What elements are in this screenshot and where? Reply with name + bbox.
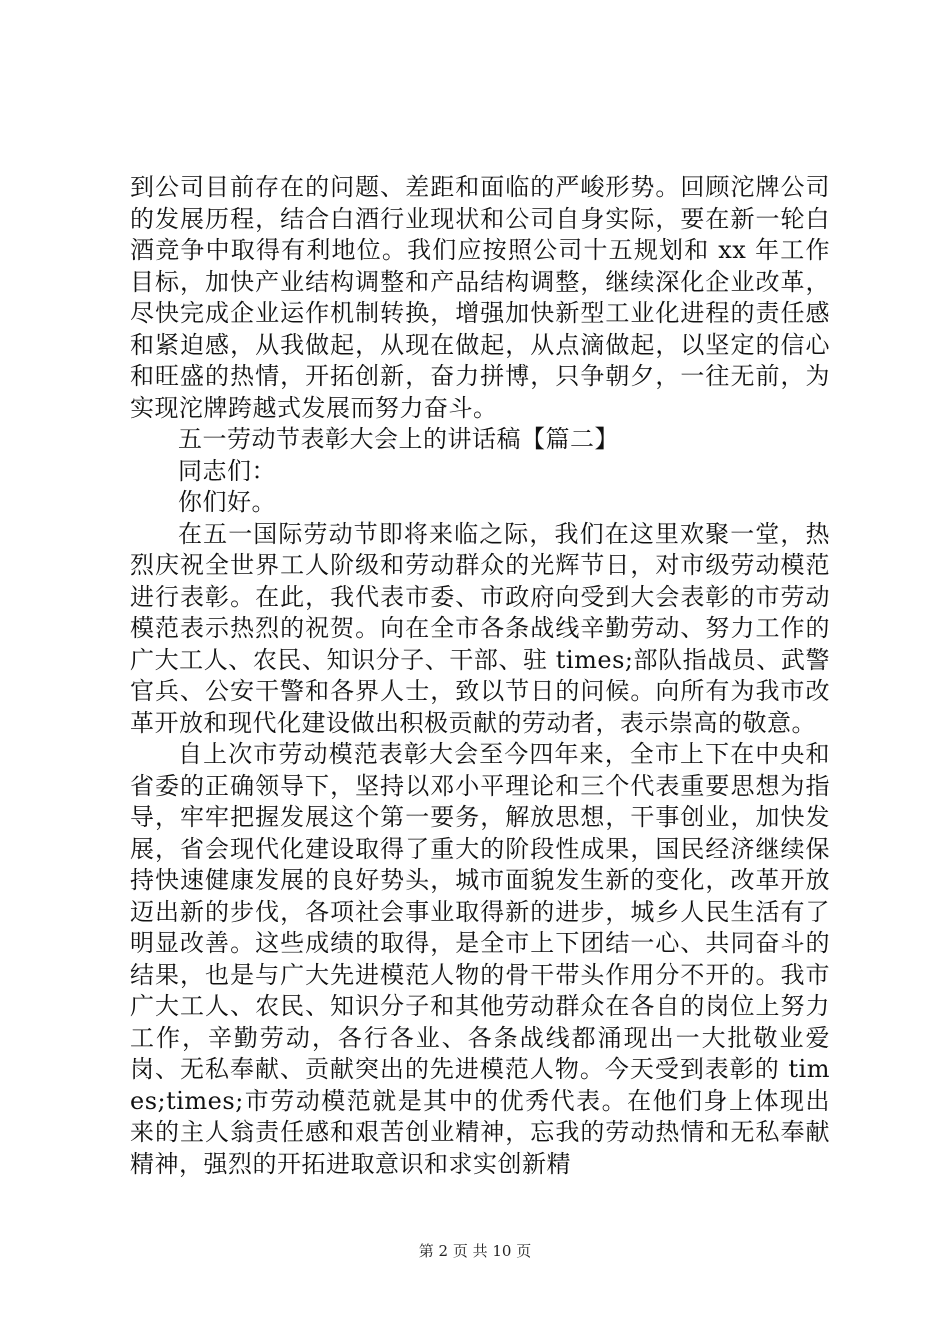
salutation: 同志们： — [178, 456, 276, 485]
page-number-footer: 第 2 页 共 10 页 — [418, 1242, 532, 1260]
greeting: 你们好。 — [178, 488, 276, 516]
paragraph-opening: 在五一国际劳动节即将来临之际，我们在这里欢聚一堂，热烈庆祝全世界工人阶级和劳动群众的光辉节日，对市级劳动模范进行表彰。在此，我代表市委、市政府向受到大会表彰的市劳动模范表示热烈的祝贺。向在全市各条战线辛勤劳动、努力工作的广大工人、农民、知识分子、干部、驻 times;部队指战员、武警官兵、公安干警和各界人士，致以节日的问候。向所有为我市改革开放和现代化建设做出积极贡献的劳动者，表示崇高的敬意。 — [130, 519, 830, 737]
document-body — [130, 172, 830, 1180]
section-heading: 五一劳动节表彰大会上的讲话稿【篇二】 — [178, 425, 619, 453]
paragraph-continuation: 到公司目前存在的问题、差距和面临的严峻形势。回顾沱牌公司的发展历程，结合白酒行业现状和公司自身实际，要在新一轮白酒竞争中取得有利地位。我们应按照公司十五规划和 xx 年工作目标，加快产业结构调整和产品结构调整，继续深化企业改革，尽快完成企业运作机制转换，增强加快新型工业化进程的责任感和紧迫感，从我做起，从现在做起，从点滴做起，以坚定的信心和旺盛的热情，开拓创新，奋力拼博，只争朝夕，一往无前，为实现沱牌跨越式发展而努力奋斗。 — [130, 173, 830, 422]
paragraph-achievements: 自上次市劳动模范表彰大会至今四年来，全市上下在中央和省委的正确领导下，坚持以邓小平理论和三个代表重要思想为指导，牢牢把握发展这个第一要务，解放思想，干事创业，加快发展，省会现代化建设取得了重大的阶段性成果，国民经济继续保持快速健康发展的良好势头，城市面貌发生新的变化，改革开放迈出新的步伐，各项社会事业取得新的进步，城乡人民生活有了明显改善。这些成绩的取得，是全市上下团结一心、共同奋斗的结果，也是与广大先进模范人物的骨干带头作用分不开的。我市广大工人、农民、知识分子和其他劳动群众在各自的岗位上努力工作，辛勤劳动，各行各业、各条战线都涌现出一大批敬业爱岗、无私奉献、贡献突出的先进模范人物。今天受到表彰的 times;times;市劳动模范就是其中的优秀代表。在他们身上体现出来的主人翁责任感和艰苦创业精神，忘我的劳动热情和无私奉献精神，强烈的开拓进取意识和求实创新精 — [130, 740, 830, 1178]
